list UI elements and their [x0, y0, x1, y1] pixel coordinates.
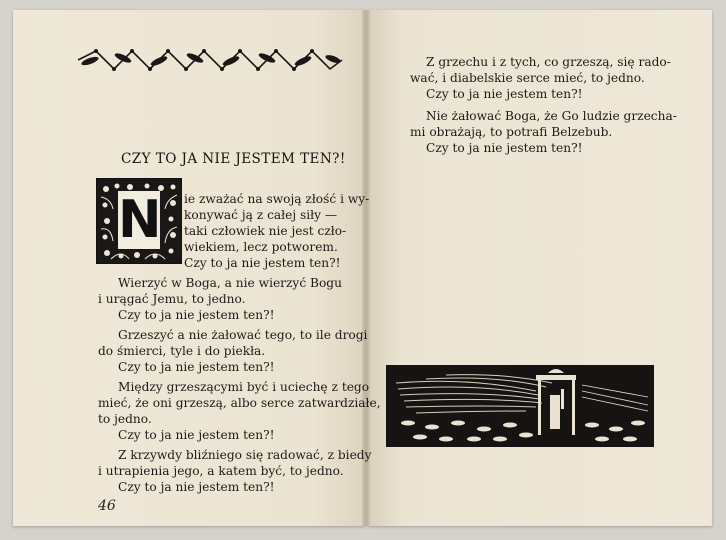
text-line: Nie żałować Boga, że Go ludzie grzecha-: [426, 109, 677, 123]
text-line: do śmierci, tyle i do piekła.: [98, 344, 266, 358]
text-line: i urągać Jemu, to jedno.: [98, 292, 246, 306]
refrain-line: Czy to ja nie jestem ten?!: [184, 256, 341, 270]
refrain-line: Czy to ja nie jestem ten?!: [118, 480, 275, 494]
drop-cap-letter: N: [118, 190, 162, 250]
refrain-line: Czy to ja nie jestem ten?!: [118, 360, 275, 374]
text-line: Między grzeszącymi być i uciechę z tego: [118, 380, 370, 394]
refrain-line: Czy to ja nie jestem ten?!: [118, 428, 275, 442]
drop-cap-initial: [96, 178, 182, 264]
text-line: Z krzywdy bliźniego się radować, z biedy: [118, 448, 372, 462]
text-line: wać, i diabelskie serce mieć, to jedno.: [410, 71, 645, 85]
text-line: wiekiem, lecz potworem.: [184, 240, 338, 254]
text-line: ie zważać na swoją złość i wy-: [184, 192, 370, 206]
text-line: i utrapienia jego, a katem być, to jedno.: [98, 464, 344, 478]
page-number: 46: [98, 498, 116, 514]
poem-title: CZY TO JA NIE JESTEM TEN?!: [121, 151, 346, 167]
text-line: konywać ją z całej siły —: [184, 208, 338, 222]
text-line: mi obrażają, to potrafi Belzebub.: [410, 125, 613, 139]
text-line: mieć, że oni grzeszą, albo serce zatwardziałe,: [98, 396, 381, 410]
text-line: to jedno.: [98, 412, 152, 426]
text-line: Z grzechu i z tych, co grzeszą, się rado-: [426, 55, 671, 69]
vine-ornament-icon: [76, 47, 344, 73]
text-line: Wierzyć w Boga, a nie wierzyć Bogu: [118, 276, 342, 290]
refrain-line: Czy to ja nie jestem ten?!: [118, 308, 275, 322]
refrain-line: Czy to ja nie jestem ten?!: [426, 141, 583, 155]
woodcut-illustration: [386, 365, 654, 447]
refrain-line: Czy to ja nie jestem ten?!: [426, 87, 583, 101]
text-line: Grzeszyć a nie żałować tego, to ile drogi: [118, 328, 368, 342]
text-line: taki człowiek nie jest czło-: [184, 224, 347, 238]
